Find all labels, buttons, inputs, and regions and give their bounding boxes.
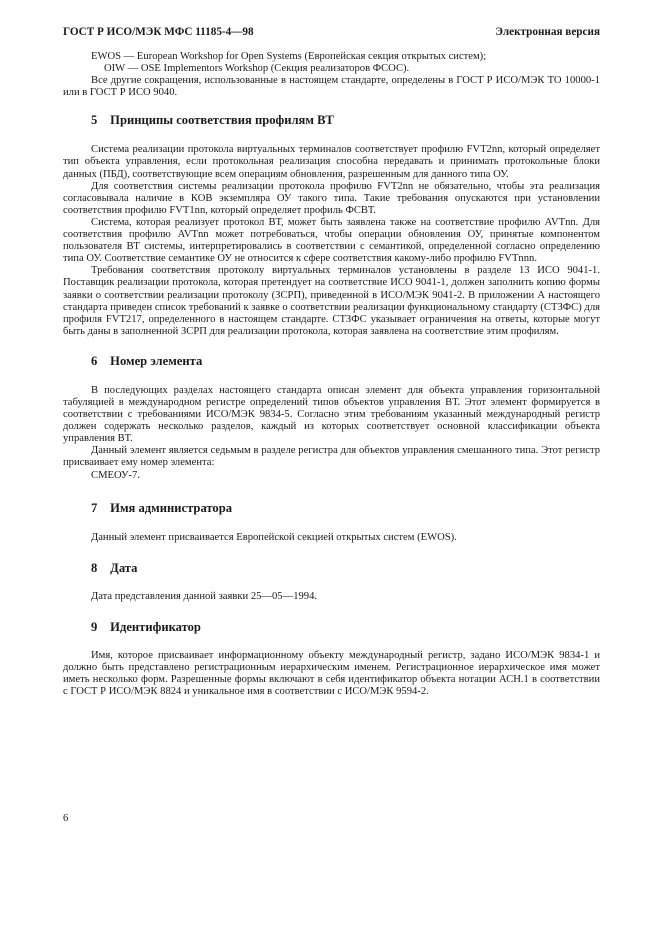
section-title: Номер элемента [110,353,203,368]
paragraph: Данный элемент присваивается Европейской секцией открытых систем (EWOS). [91,531,457,543]
paragraph: В последующих разделах настоящего стандарта описан элемент для объекта управления горизонтальной табуляцией в международном регистре определений типов объектов управления ВТ. Этот элемент формируется в соответствии с требованиями ИСО/МЭК 9834-5. Согласно этим требованиям указанный международный регистр должен содержать несколько разделов, каждый из которых соответствует основной классификации объекта управления ВТ. [63,384,600,445]
section-number: 6 [91,353,98,368]
page-content [63,51,600,698]
paragraph: Требования соответствия протоколу виртуальных терминалов установлены в разделе 13 ИСО 9041-1. Поставщик реализации протокола, которая претендует на соответствие ИСО 9041-1, должен заполнить копию формы заявки о соответствии реализации протоколу (ЗСРП), приведенной в ИСО/МЭК 9041-2. В приложении А настоящего стандарта приведен список требований к заявке о соответствии реализации функциональному стандарту (СТЗФС) для профиля FVT217, определенного в настоящем стандарте. СТЗФС указывает ограничения на ответы, которые могут быть даны в заполненной ЗСРП для реализации протокола, которая заявлена на соответствие этим профилям. [63,265,600,337]
section-heading [63,113,600,127]
abbreviation-oiw: OIW — OSE Implementors Workshop (Секция реализаторов ФСОС). [104,63,410,75]
paragraph: Дата представления данной заявки 25—05—1994. [91,590,318,602]
section-title: Идентификатор [110,619,201,634]
document-designation: ГОСТ Р ИСО/МЭК МФС 11185-4—98 [63,26,254,38]
paragraph: Система реализации протокола виртуальных терминалов соответствует профилю FVT2nn, который определяет тип объекта управления, если протокольная реализация способна передавать и принимать протокольные блоки данных (ПБД), соответствующие всем операциям обновления, разрешенным для данного типа ОУ. [63,144,600,180]
page-header [63,26,600,42]
section-heading [63,561,600,575]
intro-paragraph: Все другие сокращения, использованные в настоящем стандарте, определены в ГОСТ Р ИСО/МЭК ТО 10000-1 или в ГОСТ Р ИСО 9040. [63,75,600,99]
section-number: 7 [91,500,98,515]
section-title: Дата [110,560,138,575]
section-title: Принципы соответствия профилям ВТ [110,113,334,128]
page-number: 6 [63,813,69,824]
section-number: 9 [91,619,98,634]
electronic-version-label: Электронная версия [495,26,600,38]
paragraph: Для соответствия системы реализации протокола профилю FVT2nn не обязательно, чтобы эта реализация согласовывала наличие в КОВ экземпляра ОУ такого типа. Такие требования опускаются при установлении соответствия профилю FVT1nn, который определяет профиль ФСВТ. [63,180,600,216]
paragraph: Данный элемент является седьмым в разделе регистра для объектов управления смешанного типа. Этот регистр присваивает ему номер элемента: [63,445,600,469]
section-heading [63,354,600,368]
section-heading [63,620,600,634]
paragraph: Система, которая реализует протокол ВТ, может быть заявлена также на соответствие профилю AVTnn. Для соответствия профилю AVTnn может потребоваться, чтобы операции обновления ОУ, принятые компонентом пользователя ВТ системы, интерпретировались в соответствии с семантикой, определенной согласно определению типа ОУ. Соответствие семантике ОУ не относится к сфере соответствия какому-либо профилю FVTnnn. [63,216,600,265]
section-heading [63,501,600,515]
paragraph: Имя, которое присваивает информационному объекту международный регистр, задано ИСО/МЭК 9834-1 и должно быть представлено регистрационным иерархическим именем. Регистрационное иерархическое имя может иметь несколько форм. Разрешенные формы включают в себя идентификатор объекта нотации АСН.1 в соответствии с ГОСТ Р ИСО/МЭК 8824 и уникальное имя в соответствии с ИСО/МЭК 9594-2. [63,649,600,698]
section-number: 5 [91,113,98,128]
section-number: 8 [91,560,98,575]
section-title: Имя администратора [110,500,233,515]
abbreviation-ewos: EWOS — European Workshop for Open Systems (Европейская секция открытых систем); [91,51,487,62]
element-number: СМЕОУ-7. [91,469,140,481]
